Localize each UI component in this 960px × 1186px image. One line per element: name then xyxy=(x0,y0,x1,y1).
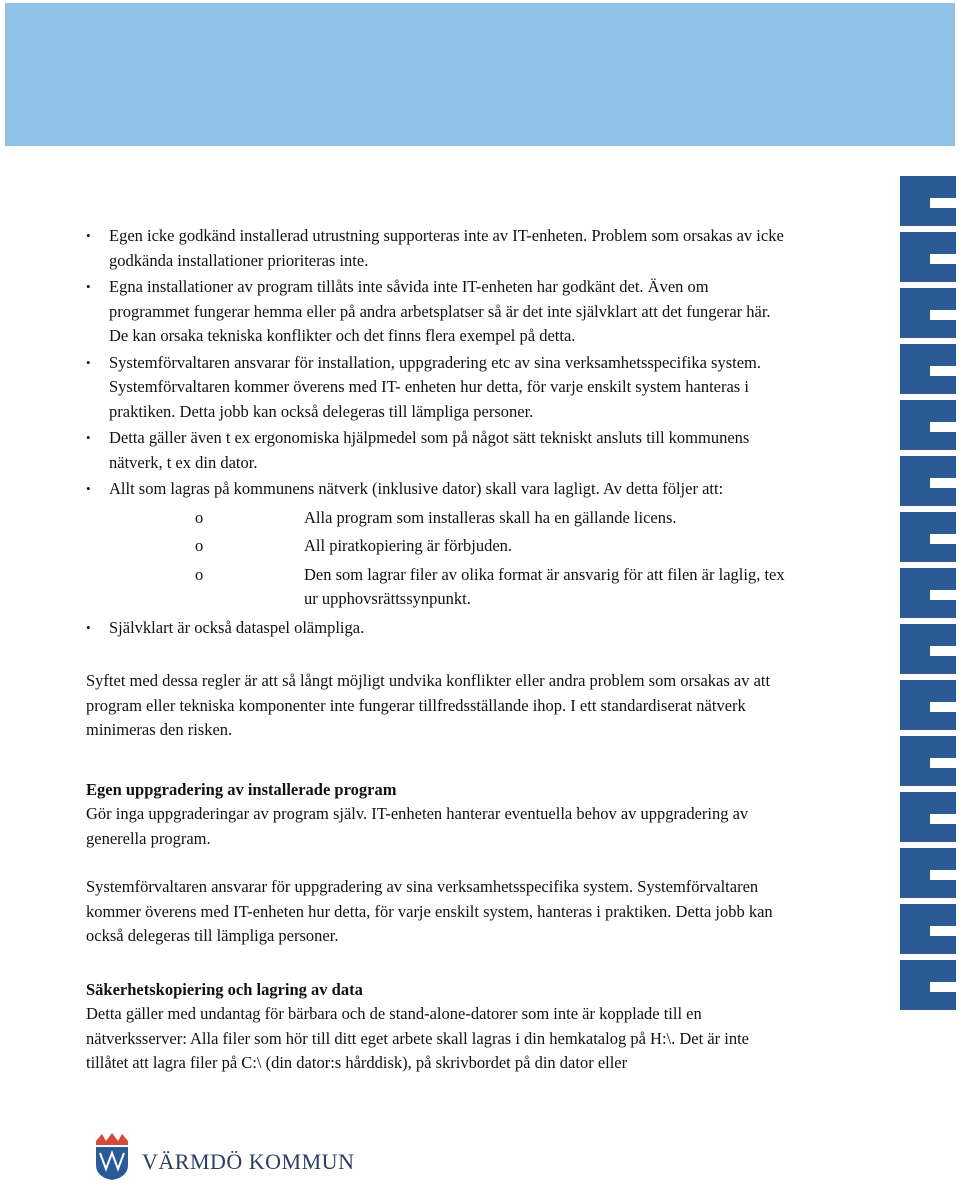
bullet-icon: • xyxy=(86,354,91,370)
backup-paragraph: Detta gäller med undantag för bärbara och de stand-alone-datorer som inte är kopplade till en nätverksserver: Alla filer som hör till ditt eget arbete skall lagras i din hemkatalog på H:\. Det är inte tillåtet att lagra filer på C:\ (din dator:s hårddisk), på skrivbordet på din dator eller xyxy=(86,1004,750,1072)
upgrade-paragraph-1: Gör inga uppgraderingar av program själv. IT-enheten hanterar eventuella behov av uppgradering av generella program. xyxy=(86,804,749,848)
list-item: • Egna installationer av program tillåts inte såvida inte IT-enheten har godkänt det. Även om programmet fungerar hemma eller på andra arbetsplatser så är det inte självklart att det fungerar här. De kan orsaka tekniska konflikter och det finns flera exempel på detta. xyxy=(86,277,771,345)
list-item: • Systemförvaltaren ansvarar för installation, uppgradering etc av sina verksamhetsspecifika system. Systemförvaltaren kommer överens med IT- enheten hur detta, för varje enskilt system hanteras i praktiken. Detta jobb kan också delegeras till lämpliga personer. xyxy=(86,352,761,421)
bullet-icon: • xyxy=(86,481,91,496)
pattern-notch xyxy=(930,870,956,880)
pattern-notch xyxy=(930,422,956,432)
list-item: • Egen icke godkänd installerad utrustning supporteras inte av IT-enheten. Problem som orsakas av icke godkända installationer prioriteras inte. xyxy=(86,226,784,270)
crown-shield-icon xyxy=(92,1131,132,1181)
list-item: • Självklart är också dataspel olämpliga. xyxy=(86,616,786,641)
pattern-notch xyxy=(930,590,956,600)
header-band xyxy=(5,3,955,146)
sub-list-item: o All piratkopiering är förbjuden. xyxy=(195,536,513,555)
municipality-logo xyxy=(92,1131,355,1183)
section-heading-backup: Säkerhetskopiering och lagring av data xyxy=(86,979,363,999)
document-body xyxy=(86,224,786,1076)
pattern-notch xyxy=(930,198,956,208)
pattern-notch xyxy=(930,366,956,376)
sub-list-item: o Alla program som installeras skall ha en gällande licens. xyxy=(195,507,677,527)
bullet-icon: • xyxy=(86,279,91,294)
side-pattern xyxy=(900,176,956,1036)
pattern-notch xyxy=(930,310,956,320)
pattern-notch xyxy=(930,758,956,768)
pattern-notch xyxy=(930,478,956,488)
section-heading-upgrade: Egen uppgradering av installerade program xyxy=(86,779,397,799)
pattern-notch xyxy=(930,702,956,712)
list-item: • Allt som lagras på kommunens nätverk (inklusive dator) skall vara lagligt. Av detta följer att: o Alla program som installeras skall ha en gällande licens. o All piratkopiering är förbjuden. o Den som lagrar filer av olika format är ansvarig för att filen är laglig, tex ur upphovsrättssynpunkt. xyxy=(86,477,786,612)
pattern-notch xyxy=(930,254,956,264)
bullet-icon: • xyxy=(86,228,91,243)
pattern-notch xyxy=(930,646,956,656)
pattern-notch xyxy=(930,814,956,824)
bullet-icon: • xyxy=(86,619,91,635)
sub-list xyxy=(109,506,786,612)
bullet-list xyxy=(86,224,786,640)
pattern-notch xyxy=(930,982,956,992)
list-item: • Detta gäller även t ex ergonomiska hjälpmedel som på något sätt tekniskt ansluts till kommunens nätverk, t ex din dator. xyxy=(86,428,750,472)
pattern-notch xyxy=(930,534,956,544)
sub-list-item: o Den som lagrar filer av olika format är ansvarig för att filen är laglig, tex ur upphovsrättssynpunkt. xyxy=(195,564,785,608)
logo-text: VÄRMDÖ KOMMUN xyxy=(142,1149,355,1174)
bullet-icon: • xyxy=(86,430,91,445)
upgrade-paragraph-2: Systemförvaltaren ansvarar för uppgradering av sina verksamhetsspecifika system. Systemförvaltaren kommer överens med IT-enheten hur detta, för varje enskilt system, hanteras i praktiken. Detta jobb kan också delegeras till lämpliga personer. xyxy=(86,877,773,945)
pattern-notch xyxy=(930,926,956,936)
purpose-paragraph: Syftet med dessa regler är att så långt möjligt undvika konflikter eller andra problem som orsakas av att program eller tekniska komponenter inte fungerar tillfredsställande ihop. I ett standardiserat nätverk minimeras den risken. xyxy=(86,671,771,739)
